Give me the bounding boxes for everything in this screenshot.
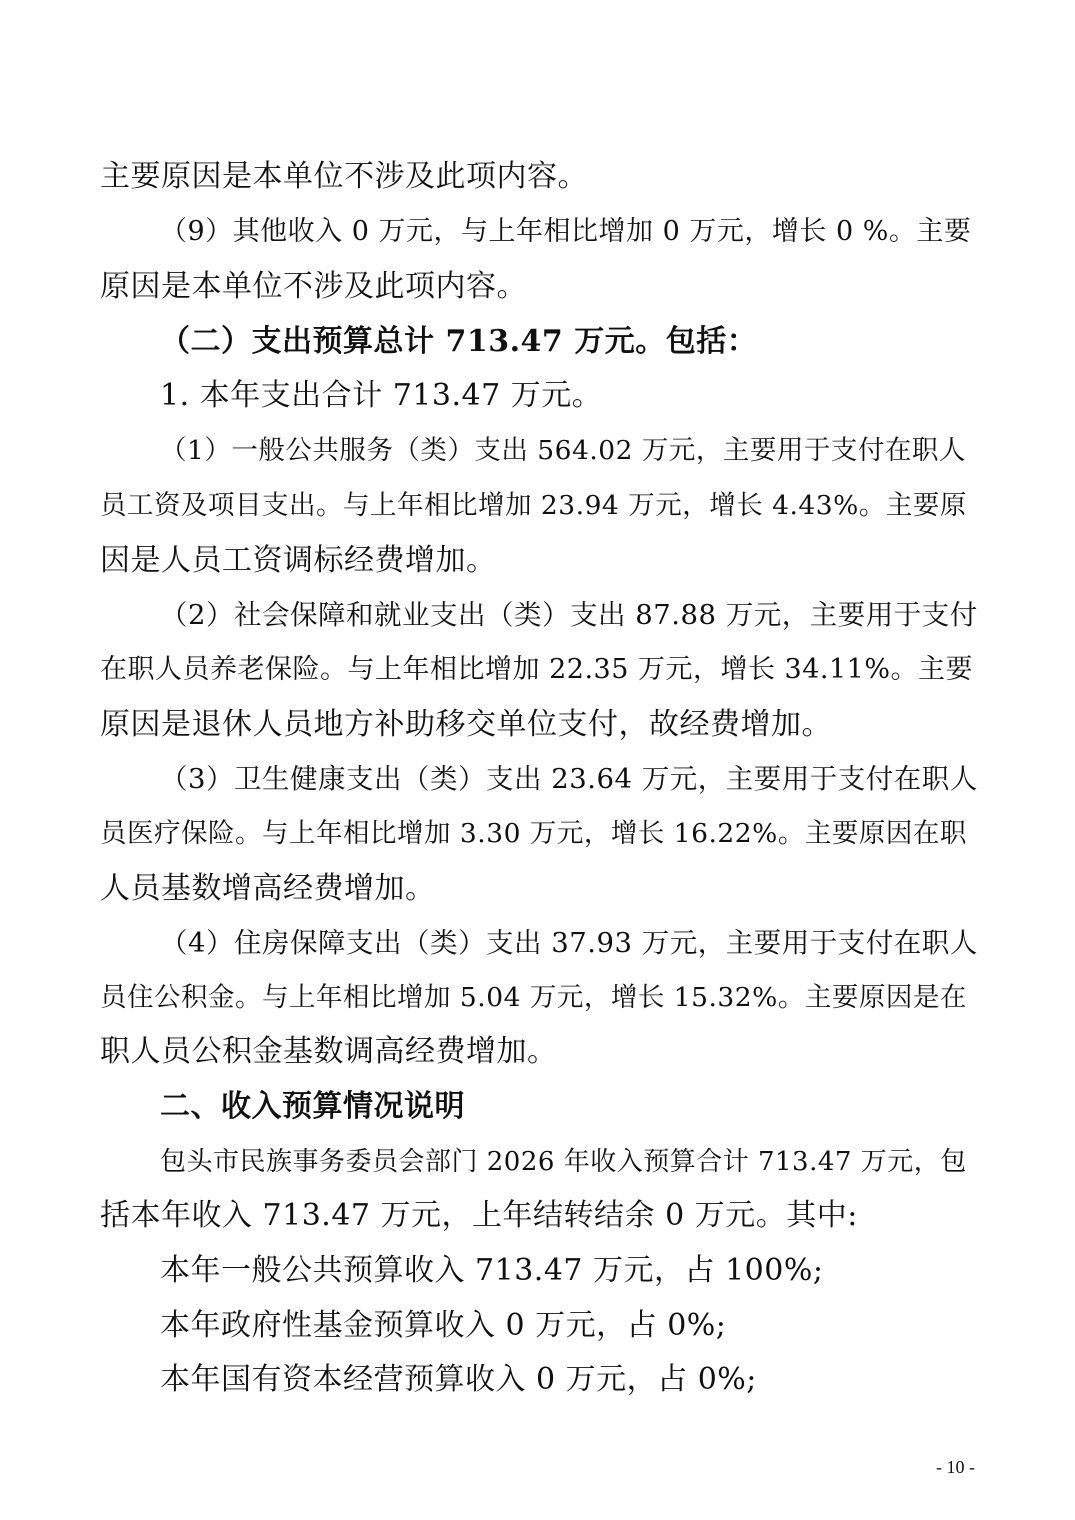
page-number: - 10 -: [936, 1457, 975, 1477]
paragraph-line: 原因是退休人员地方补助移交单位支付，故经费增加。: [100, 707, 832, 742]
paragraph-line: 主要原因是本单位不涉及此项内容。: [100, 159, 588, 194]
paragraph-line: 包头市民族事务委员会部门 2026 年收入预算合计 713.47 万元，包: [160, 1147, 967, 1177]
paragraph-line: 本年政府性基金预算收入 0 万元，占 0%;: [160, 1308, 727, 1343]
paragraph-line: 员工资及项目支出。与上年相比增加 23.94 万元，增长 4.43%。主要原: [100, 490, 967, 521]
paragraph-line: （9）其他收入 0 万元，与上年相比增加 0 万元，增长 0 %。主要: [160, 216, 972, 247]
paragraph-line: 因是人员工资调标经费增加。: [100, 543, 497, 578]
paragraph-line: 原因是本单位不涉及此项内容。: [100, 269, 527, 304]
paragraph-line: 1. 本年支出合计 713.47 万元。: [160, 378, 603, 413]
paragraph-line: 本年一般公共预算收入 713.47 万元，占 100%;: [160, 1253, 824, 1288]
section-heading: （二）支出预算总计 713.47 万元。包括：: [160, 324, 758, 359]
paragraph-line: （4）住房保障支出（类）支出 37.93 万元，主要用于支付在职人: [160, 927, 978, 959]
paragraph-line: （2）社会保障和就业支出（类）支出 87.88 万元，主要用于支付: [160, 599, 978, 631]
paragraph-line: 括本年收入 713.47 万元，上年结转结余 0 万元。其中:: [100, 1198, 858, 1233]
section-heading: 二、收入预算情况说明: [160, 1089, 465, 1124]
paragraph-line: 在职人员养老保险。与上年相比增加 22.35 万元，增长 34.11%。主要: [100, 654, 973, 685]
paragraph-line: 职人员公积金基数调高经费增加。: [100, 1034, 558, 1069]
paragraph-line: 员医疗保险。与上年相比增加 3.30 万元，增长 16.22%。主要原因在职: [100, 818, 967, 849]
paragraph-line: 人员基数增高经费增加。: [100, 871, 436, 906]
paragraph-line: （3）卫生健康支出（类）支出 23.64 万元，主要用于支付在职人: [160, 763, 978, 795]
paragraph-line: 员住公积金。与上年相比增加 5.04 万元，增长 15.32%。主要原因是在: [100, 982, 967, 1013]
paragraph-line: 本年国有资本经营预算收入 0 万元，占 0%;: [160, 1362, 757, 1397]
paragraph-line: （1）一般公共服务（类）支出 564.02 万元，主要用于支付在职人: [160, 435, 966, 466]
